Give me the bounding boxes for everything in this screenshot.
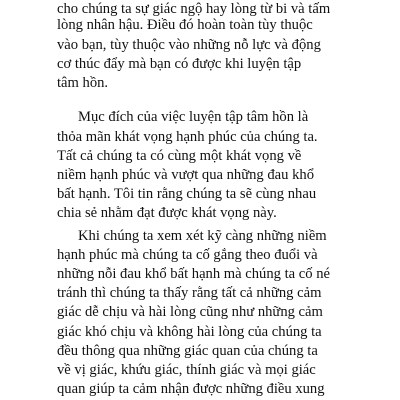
text-line: giác dễ chịu và hài lòng cũng như những cảm [57,304,323,321]
text-line: niềm hạnh phúc và vượt qua những đau khổ [57,166,314,183]
text-line: những nỗi đau khổ bất hạnh mà chúng ta cố né [57,266,330,282]
text-line: hạnh phúc mà chúng ta cố gắng theo đuổi và [57,246,318,263]
paragraph-first-line: Khi chúng ta xem xét kỹ càng những niềm [78,227,327,244]
text-line: vào bạn, tùy thuộc vào những nỗ lực và động [57,36,321,53]
text-line: đều thông qua những giác quan của chúng ta [57,342,318,359]
text-line: Tất cả chúng ta có cùng một khát vọng về [57,147,302,164]
text-line: bất hạnh. Tôi tin rằng chúng ta sẽ cùng nhau [57,186,317,202]
paragraph-first-line: Mục đích của việc luyện tập tâm hồn là [78,109,309,126]
text-line: giác khó chịu và không hài lòng của chúng ta [57,323,322,340]
text-line: về vị giác, khứu giác, thính giác và mọi giác [57,361,316,378]
text-line: quan giúp ta cảm nhận được những điều xung [57,381,325,397]
text-line: cơ thúc đẩy mà bạn có được khi luyện tập [57,56,302,72]
text-line: tâm hồn. [57,75,109,92]
text-line: tránh thì chúng ta thấy rằng tất cả những cảm [57,285,322,302]
text-line: cho chúng ta sự giác ngộ hay lòng từ bi và tấm [57,1,331,17]
text-line: lòng nhân hậu. Điều đó hoàn toàn tùy thuộc [57,16,313,33]
text-line: chia sẻ nhằm đạt được khát vọng này. [57,205,277,222]
text-line: thỏa mãn khát vọng hạnh phúc của chúng ta. [57,128,318,145]
